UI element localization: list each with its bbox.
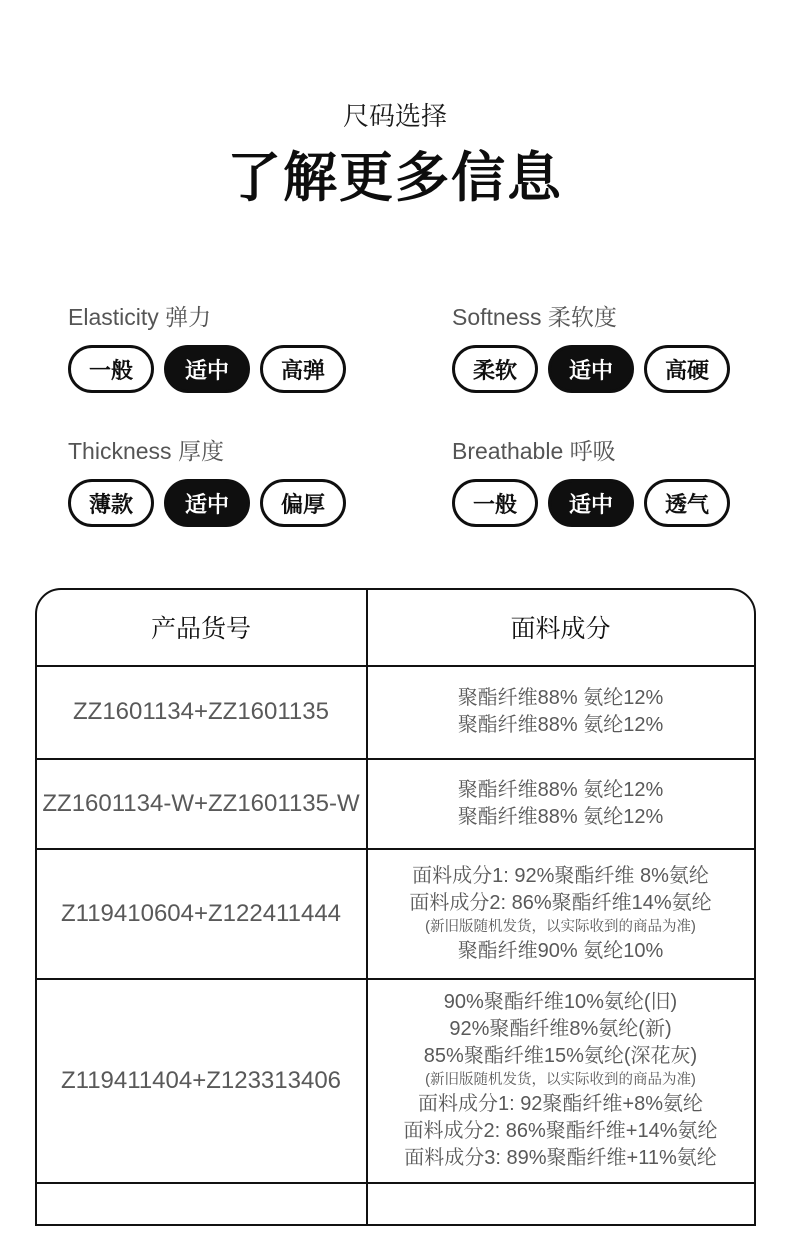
composition-line: 面料成分2: 86%聚酯纤维14%氨纶 — [409, 891, 712, 914]
attribute-label-en: Thickness — [68, 438, 172, 464]
option-pill[interactable]: 高弹 — [260, 345, 346, 393]
attribute-label-zh: 呼吸 — [569, 438, 616, 464]
table-row — [37, 1182, 754, 1224]
composition-line: 聚酯纤维88% 氨纶12% — [457, 778, 664, 801]
product-code-cell: Z119411404+Z123313406 — [37, 980, 368, 1182]
table-header-row — [37, 590, 754, 665]
option-pill[interactable]: 薄款 — [68, 479, 154, 527]
attribute-label-en: Elasticity — [68, 304, 159, 330]
composition-line: 聚酯纤维88% 氨纶12% — [457, 687, 664, 709]
composition-line: 面料成分1: 92聚酯纤维+8%氨纶 — [417, 1093, 704, 1115]
option-pill[interactable]: 适中 — [548, 479, 634, 527]
composition-line: 90%聚酯纤维10%氨纶(旧) — [443, 991, 678, 1013]
table-header-fabric-composition: 面料成分 — [510, 615, 611, 644]
product-code-cell — [37, 1184, 368, 1224]
table-row — [37, 758, 754, 848]
table-row — [37, 665, 754, 758]
composition-line: 聚酯纤维88% 氨纶12% — [457, 714, 664, 736]
composition-line: 面料成分1: 92%聚酯纤维 8%氨纶 — [412, 864, 709, 887]
option-pill[interactable]: 柔软 — [452, 345, 538, 393]
option-pill[interactable]: 偏厚 — [260, 479, 346, 527]
attribute-group — [452, 299, 790, 393]
attribute-group — [452, 433, 790, 527]
attribute-label-zh: 厚度 — [177, 438, 224, 464]
table-header-product-code: 产品货号 — [37, 590, 368, 665]
composition-line: 92%聚酯纤维8%氨纶(新) — [449, 1018, 672, 1040]
composition-line: 面料成分2: 86%聚酯纤维+14%氨纶 — [403, 1120, 718, 1142]
option-pill[interactable]: 适中 — [164, 479, 250, 527]
attribute-label — [68, 299, 452, 332]
composition-line: 聚酯纤维90% 氨纶10% — [457, 939, 664, 962]
composition-line: 聚酯纤维88% 氨纶12% — [457, 805, 664, 828]
composition-line: (新旧版随机发货，以实际收到的商品为准) — [425, 1072, 696, 1088]
table-row — [37, 978, 754, 1182]
composition-cell — [368, 760, 754, 848]
attribute-group — [68, 433, 452, 527]
composition-line: (新旧版随机发货，以实际收到的商品为准) — [425, 918, 696, 935]
product-info-page — [0, 96, 790, 1226]
attribute-label — [452, 299, 790, 332]
option-pill[interactable]: 一般 — [452, 479, 538, 527]
attribute-options — [452, 479, 790, 527]
page-title: 了解更多信息 — [227, 148, 563, 208]
option-pill[interactable]: 一般 — [68, 345, 154, 393]
composition-line: 85%聚酯纤维15%氨纶(深花灰) — [423, 1045, 698, 1067]
attribute-group — [68, 299, 452, 393]
composition-line: 面料成分3: 89%聚酯纤维+11%氨纶 — [404, 1147, 717, 1169]
composition-cell — [368, 980, 754, 1182]
product-code-cell: Z119410604+Z122411444 — [37, 850, 368, 978]
product-code-cell: ZZ1601134-W+ZZ1601135-W — [37, 760, 368, 848]
option-pill[interactable]: 高硬 — [644, 345, 730, 393]
option-pill[interactable]: 透气 — [644, 479, 730, 527]
attribute-label-zh: 柔软度 — [547, 304, 617, 330]
composition-cell — [368, 667, 754, 758]
product-table — [35, 588, 756, 1226]
attribute-label-en: Breathable — [452, 438, 564, 464]
attribute-label — [68, 433, 452, 466]
option-pill[interactable]: 适中 — [164, 345, 250, 393]
attribute-options — [68, 345, 452, 393]
attribute-label-en: Softness — [452, 304, 542, 330]
product-code-cell: ZZ1601134+ZZ1601135 — [37, 667, 368, 758]
composition-cell — [368, 1184, 754, 1224]
attribute-options — [452, 345, 790, 393]
table-row — [37, 848, 754, 978]
attribute-options — [68, 479, 452, 527]
section-subtitle: 尺码选择 — [342, 101, 447, 131]
option-pill[interactable]: 适中 — [548, 345, 634, 393]
attribute-label — [452, 433, 790, 466]
attribute-groups — [68, 299, 790, 527]
composition-cell — [368, 850, 754, 978]
attribute-label-zh: 弹力 — [165, 304, 212, 330]
